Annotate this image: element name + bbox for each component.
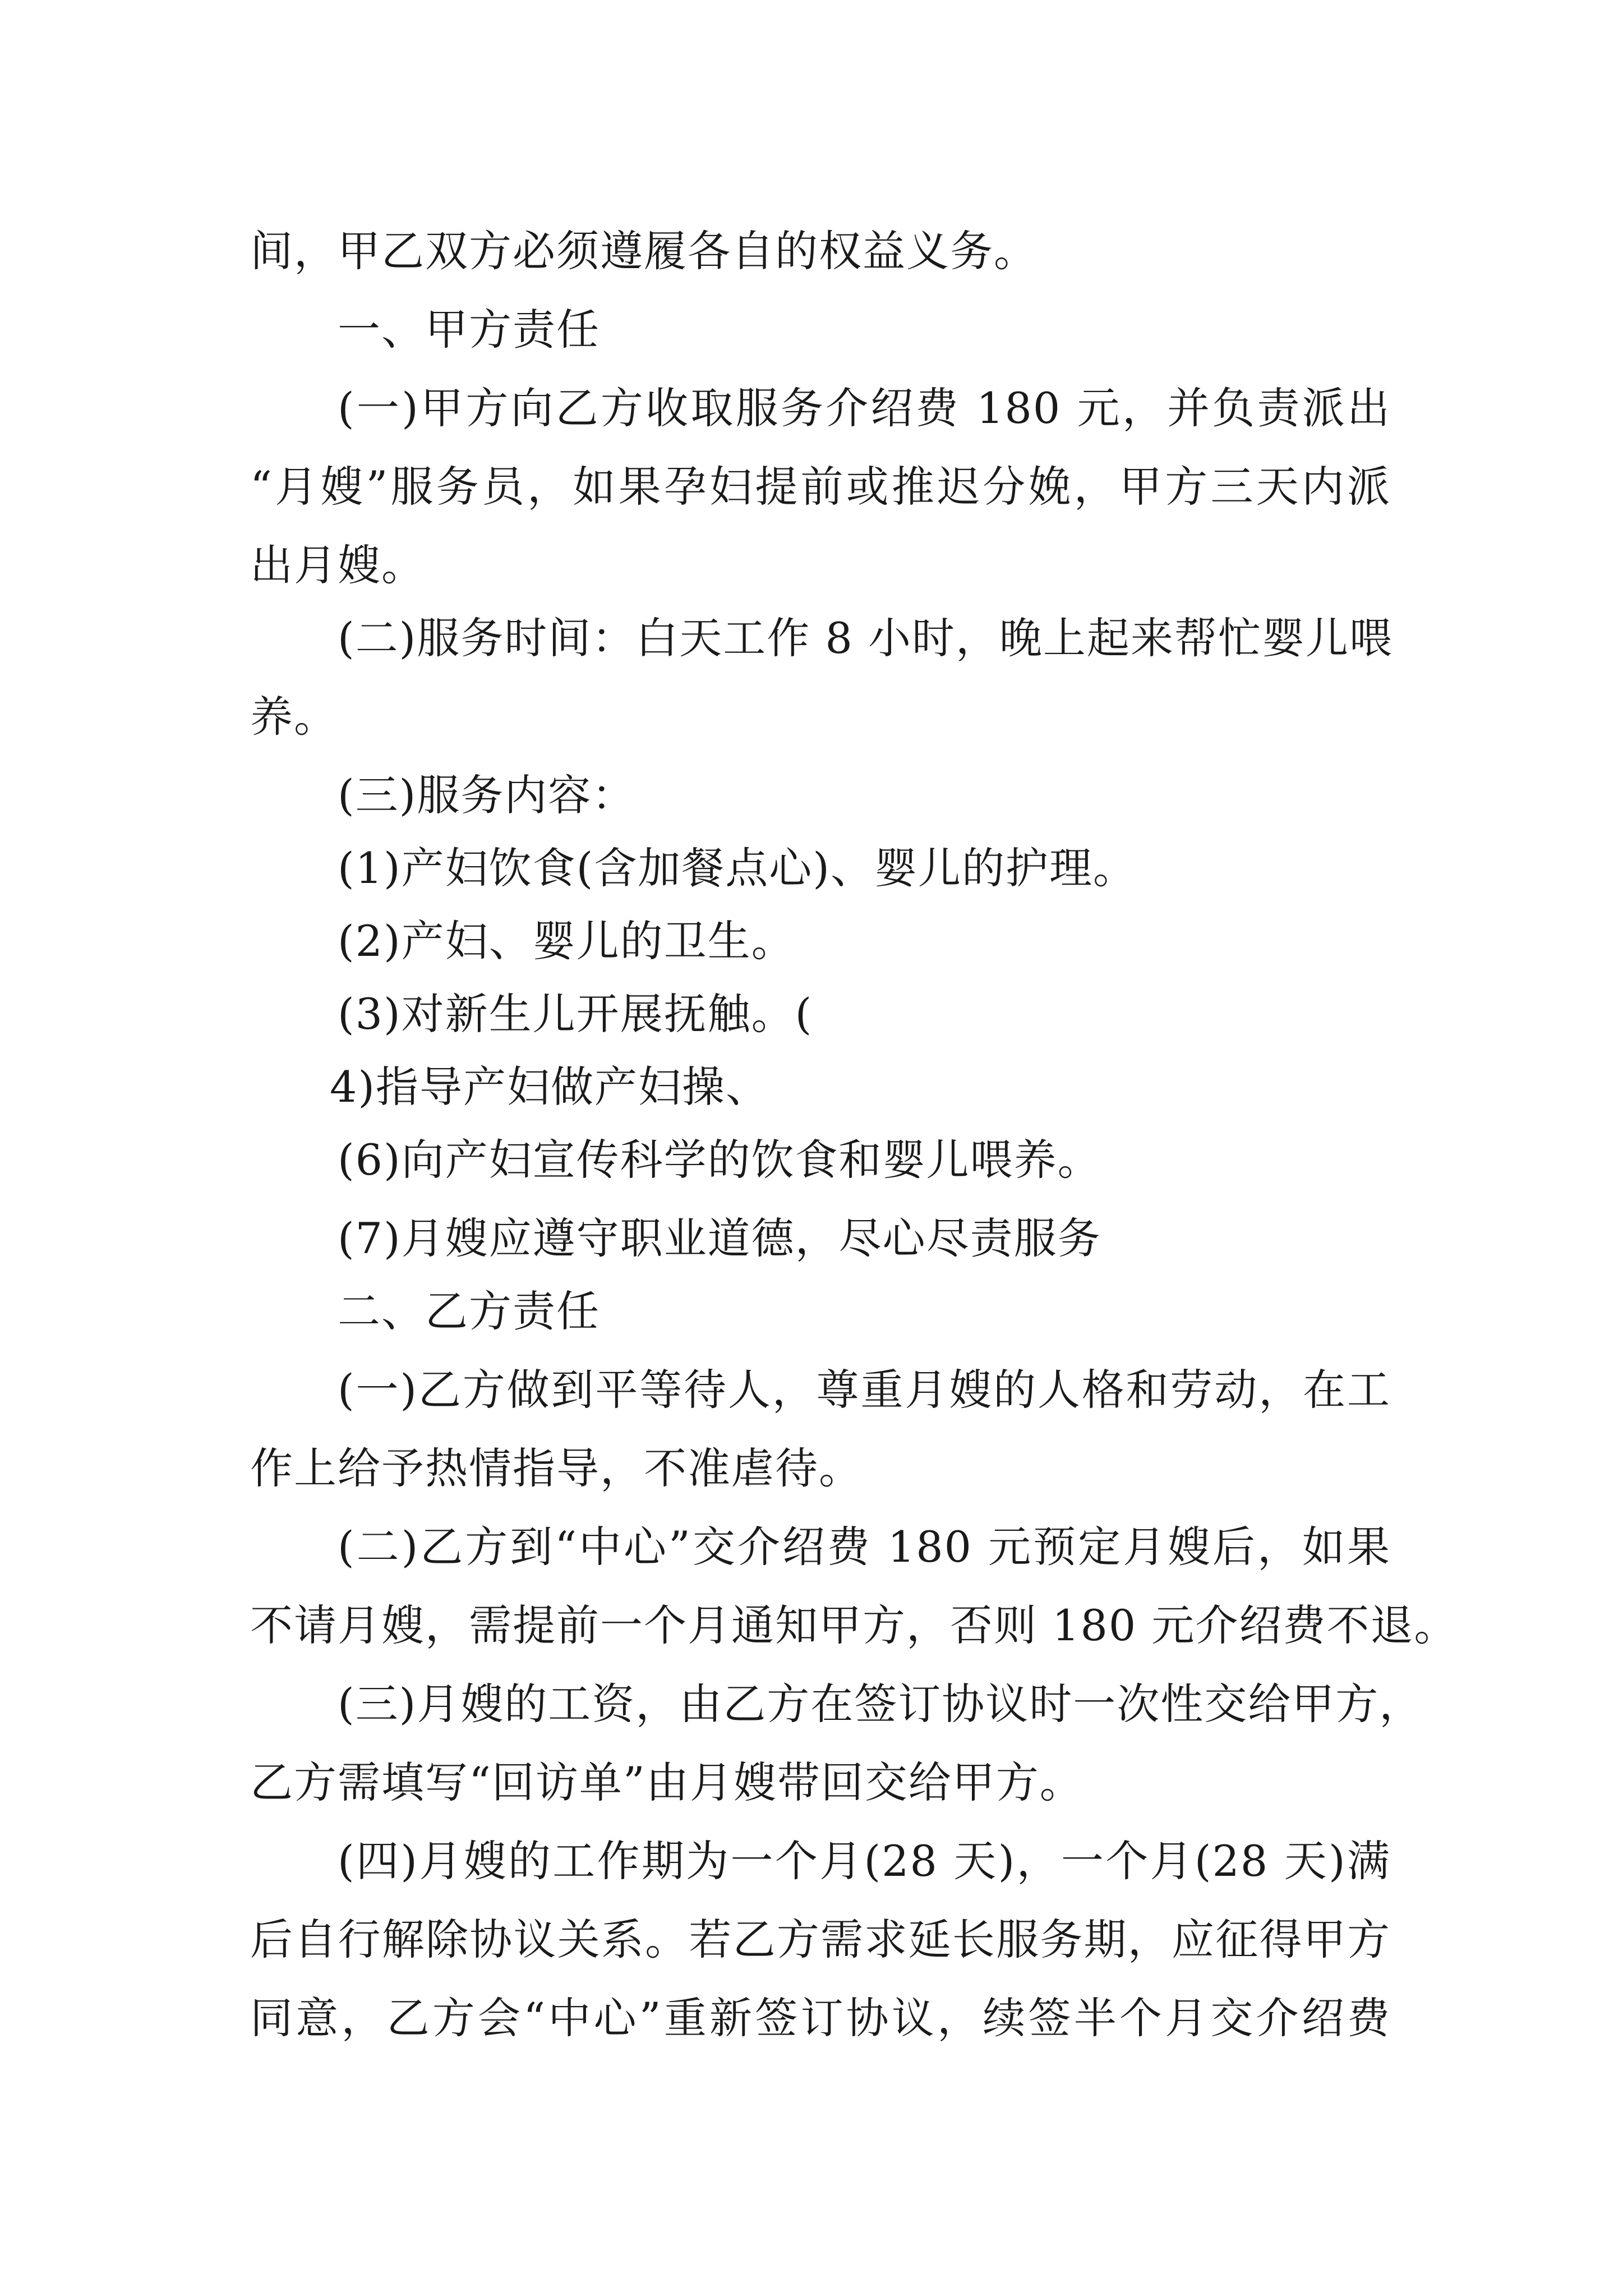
line-text: 同意，乙方会“中心”重新签订协议，续签半个月交介绍费 [250, 1993, 1391, 2043]
line-text: 后自行解除协议关系。若乙方需求延长服务期，应征得甲方 [250, 1915, 1391, 1964]
line-text: (一)甲方向乙方收取服务介绍费 180 元，并负责派出 [338, 383, 1391, 433]
line-text: (1)产妇饮食(含加餐点心)、婴儿的护理。 [338, 843, 1137, 893]
line-text: 乙方需填写“回访单”由月嫂带回交给甲方。 [250, 1757, 1083, 1807]
text-line [0, 212, 1623, 291]
line-text: “月嫂”服务员，如果孕妇提前或推迟分娩，甲方三天内派 [250, 462, 1391, 512]
line-text: (三)服务内容： [338, 770, 636, 820]
text-line [0, 599, 1623, 678]
line-text: (三)月嫂的工资，由乙方在签订协议时一次性交给甲方， [338, 1679, 1423, 1729]
line-text: 养。 [250, 692, 338, 742]
line-text: (2)产妇、婴儿的卫生。 [338, 916, 795, 966]
text-line [0, 448, 1623, 526]
text-line [0, 1665, 1623, 1743]
line-text: 二、乙方责任 [338, 1286, 600, 1336]
list-item [0, 975, 1623, 1053]
line-text: (6)向产妇宣传科学的饮食和婴儿喂养。 [338, 1135, 1101, 1185]
text-line [0, 1743, 1623, 1822]
list-item [0, 1048, 1623, 1126]
text-line [0, 1586, 1623, 1665]
line-text: (7)月嫂应遵守职业道德，尽心尽责服务 [338, 1213, 1101, 1263]
text-line [0, 1351, 1623, 1429]
line-text: 间，甲乙双方必须遵履各自的权益义务。 [250, 226, 1038, 276]
section-heading [0, 1272, 1623, 1351]
text-line [0, 1429, 1623, 1508]
line-text: (四)月嫂的工作期为一个月(28 天)，一个月(28 天)满 [338, 1836, 1391, 1886]
line-text: 作上给予热情指导，不准虐待。 [250, 1443, 863, 1493]
text-line [0, 1822, 1623, 1901]
text-line [0, 1508, 1623, 1586]
text-line [0, 1901, 1623, 1979]
list-item [0, 829, 1623, 908]
line-text: 不请月嫂，需提前一个月通知甲方，否则 180 元介绍费不退。 [250, 1600, 1458, 1650]
section-heading [0, 291, 1623, 369]
list-item [0, 1199, 1623, 1278]
line-text: 出月嫂。 [250, 540, 425, 590]
line-text: (一)乙方做到平等待人，尊重月嫂的人格和劳动，在工 [338, 1365, 1391, 1415]
list-item [0, 1121, 1623, 1199]
line-text: 一、甲方责任 [338, 305, 600, 355]
text-line [0, 678, 1623, 756]
text-line [0, 756, 1623, 835]
line-text: (二)服务时间：白天工作 8 小时，晚上起来帮忙婴儿喂 [338, 613, 1393, 663]
list-item [0, 902, 1623, 981]
line-text: 4)指导产妇做产妇操、 [330, 1062, 770, 1112]
text-line [0, 526, 1623, 605]
text-line [0, 1979, 1623, 2058]
line-text: (二)乙方到“中心”交介绍费 180 元预定月嫂后，如果 [338, 1522, 1391, 1572]
line-text: (3)对新生儿开展抚触。( [338, 989, 813, 1039]
text-line [0, 369, 1623, 448]
